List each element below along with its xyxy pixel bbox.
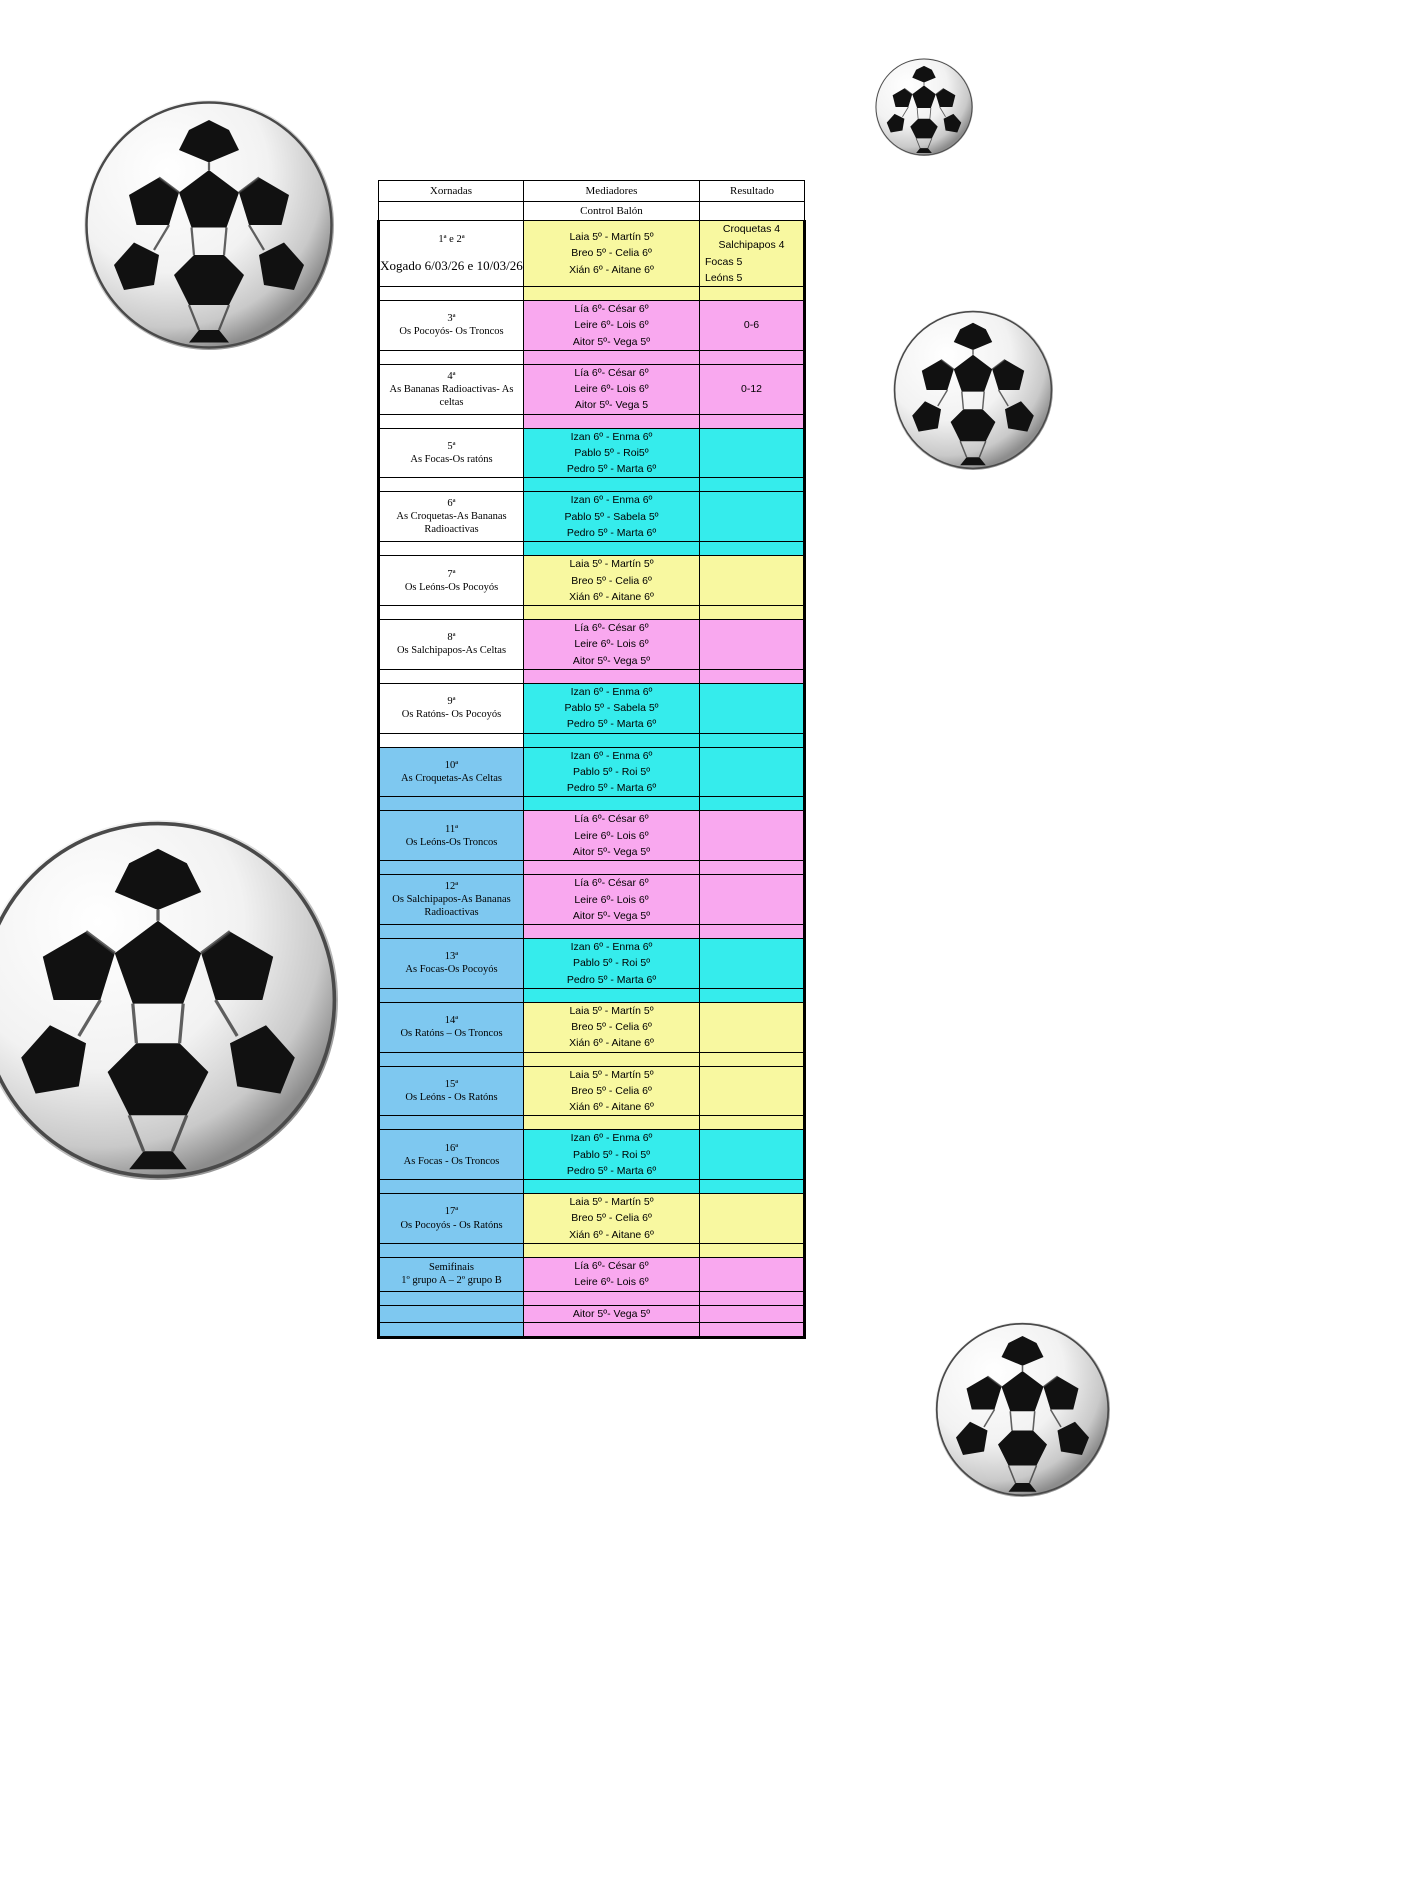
table-row <box>379 875 805 925</box>
round-cell <box>379 301 524 351</box>
round-cell <box>379 620 524 670</box>
mediator-pair: Izan 6º - Enma 6º <box>570 685 653 698</box>
separator-left <box>379 606 524 620</box>
separator-left <box>379 797 524 811</box>
round-number: 16ª <box>444 1142 459 1154</box>
result-cell <box>700 939 805 989</box>
soccer-ball-middle-right <box>893 310 1053 470</box>
row-separator <box>379 988 805 1002</box>
match-label: Os Leóns - Os Ratóns <box>405 1092 498 1104</box>
round-number: 5ª <box>447 440 456 452</box>
match-label: Os Salchipapos-As Celtas <box>396 645 507 657</box>
row-separator <box>379 542 805 556</box>
round-cell <box>379 1130 524 1180</box>
separator-middle <box>524 1052 700 1066</box>
separator-right <box>700 287 805 301</box>
row-separator <box>379 1244 805 1258</box>
subheader-blank-left <box>379 202 524 221</box>
table-row <box>379 683 805 733</box>
mediators-cell <box>524 364 700 414</box>
table-row <box>379 1194 805 1244</box>
match-label: 1º grupo A – 2º grupo B <box>401 1275 502 1287</box>
mediators-cell <box>524 492 700 542</box>
mediators-cell <box>524 1258 700 1292</box>
mediators-cell <box>524 875 700 925</box>
result-cell <box>700 301 805 351</box>
mediator-pair: Aitor 5º- Vega 5º <box>572 335 651 348</box>
mediators-cell <box>524 1305 700 1322</box>
table-row <box>379 301 805 351</box>
round-cell <box>379 747 524 797</box>
separator-left <box>379 542 524 556</box>
result-cell <box>700 428 805 478</box>
separator-middle <box>524 542 700 556</box>
round-number: 10ª <box>444 759 459 771</box>
result-value: 0-12 <box>740 383 762 396</box>
round-cell <box>379 428 524 478</box>
mediator-pair: Xián 6º - Aitane 6º <box>569 1101 654 1114</box>
separator-right <box>700 733 805 747</box>
row-separator <box>379 1116 805 1130</box>
separator-right <box>700 1291 805 1305</box>
round-cell <box>379 556 524 606</box>
mediators-cell <box>524 1002 700 1052</box>
table-row <box>379 747 805 797</box>
separator-right <box>700 925 805 939</box>
match-label: As Bananas Radioactivas- As celtas <box>389 383 514 408</box>
table-row <box>379 1002 805 1052</box>
separator-right <box>700 478 805 492</box>
row-separator <box>379 925 805 939</box>
mediator-pair: Laia 5º - Martín 5º <box>569 231 654 244</box>
separator-left <box>379 1116 524 1130</box>
mediator-pair: Laia 5º - Martín 5º <box>569 558 654 571</box>
mediator-pair: Xián 6º - Aitane 6º <box>569 590 654 603</box>
mediator-pair: Lía 6º- César 6º <box>574 813 649 826</box>
result-cell <box>700 683 805 733</box>
mediator-pair: Izan 6º - Enma 6º <box>570 494 653 507</box>
round-cell <box>379 683 524 733</box>
result-cell <box>700 1258 805 1292</box>
mediator-pair: Pablo 5º - Roi 5º <box>572 957 651 970</box>
result-cell <box>700 1130 805 1180</box>
mediator-pair: Izan 6º - Enma 6º <box>570 430 653 443</box>
separator-right <box>700 1322 805 1337</box>
mediator-pair: Aitor 5º- Vega 5º <box>572 1307 651 1320</box>
mediators-cell <box>524 428 700 478</box>
result-value: Croquetas 4 <box>722 223 781 235</box>
mediators-cell <box>524 221 700 287</box>
round-cell <box>379 875 524 925</box>
result-cell <box>700 811 805 861</box>
table-row <box>379 1130 805 1180</box>
table-row <box>379 428 805 478</box>
mediator-pair: Breo 5º - Celia 6º <box>571 1084 652 1097</box>
separator-middle <box>524 606 700 620</box>
result-value: Leóns 5 <box>705 271 743 284</box>
mediator-pair: Izan 6º - Enma 6º <box>570 749 653 762</box>
row-separator <box>379 797 805 811</box>
table-body <box>379 221 805 1338</box>
mediator-pair: Laia 5º - Martín 5º <box>569 1068 654 1081</box>
mediator-pair: Pedro 5º - Marta 6º <box>566 526 657 539</box>
separator-left <box>379 1322 524 1337</box>
round-number: 8ª <box>447 632 456 644</box>
separator-left <box>379 478 524 492</box>
separator-left <box>379 414 524 428</box>
row-separator <box>379 861 805 875</box>
separator-left <box>379 350 524 364</box>
table-row <box>379 221 805 287</box>
round-number: 3ª <box>447 313 456 325</box>
table-row <box>379 1066 805 1116</box>
mediator-pair: Aitor 5º- Vega 5º <box>572 909 651 922</box>
separator-right <box>700 606 805 620</box>
mediator-pair: Pablo 5º - Sabela 5º <box>564 702 659 715</box>
match-label: Os Pocoyós- Os Troncos <box>399 326 504 338</box>
row-separator <box>379 1052 805 1066</box>
round-number: Semifinais <box>429 1262 474 1274</box>
row-separator <box>379 478 805 492</box>
mediator-pair: Breo 5º - Celia 6º <box>571 1212 652 1225</box>
soccer-ball-top-right <box>875 58 973 156</box>
mediator-pair: Xián 6º - Aitane 6º <box>569 1228 654 1241</box>
round-number: 4ª <box>447 370 456 382</box>
separator-right <box>700 1116 805 1130</box>
table-subheader-row <box>379 202 805 221</box>
result-value: Focas 5 <box>705 255 743 268</box>
mediators-cell <box>524 683 700 733</box>
round-number: 14ª <box>444 1015 459 1027</box>
table-row <box>379 492 805 542</box>
match-label: As Focas-Os Pocoyós <box>405 964 498 976</box>
mediator-pair: Pedro 5º - Marta 6º <box>566 782 657 795</box>
separator-middle <box>524 733 700 747</box>
match-label: As Focas - Os Troncos <box>403 1155 500 1167</box>
mediator-pair: Leire 6º- Lois 6º <box>574 638 649 651</box>
soccer-ball-bottom-right <box>935 1322 1110 1497</box>
separator-left <box>379 733 524 747</box>
separator-middle <box>524 797 700 811</box>
round-number: 7ª <box>447 568 456 580</box>
round-cell <box>379 364 524 414</box>
row-separator <box>379 414 805 428</box>
result-cell <box>700 1305 805 1322</box>
separator-right <box>700 414 805 428</box>
match-label: Os Pocoyós - Os Ratóns <box>400 1219 503 1231</box>
table-header <box>379 181 805 221</box>
round-cell <box>379 1258 524 1292</box>
separator-middle <box>524 350 700 364</box>
separator-right <box>700 797 805 811</box>
mediator-pair: Breo 5º - Celia 6º <box>571 1021 652 1034</box>
separator-left <box>379 1291 524 1305</box>
mediator-pair: Leire 6º- Lois 6º <box>574 893 649 906</box>
table-row <box>379 939 805 989</box>
separator-left <box>379 925 524 939</box>
mediator-pair: Lía 6º- César 6º <box>574 366 649 379</box>
column-header-resultado: Resultado <box>700 181 805 202</box>
mediator-pair: Xián 6º - Aitane 6º <box>569 1037 654 1050</box>
mediator-pair: Laia 5º - Martín 5º <box>569 1004 654 1017</box>
separator-right <box>700 988 805 1002</box>
table-row <box>379 811 805 861</box>
separator-right <box>700 1244 805 1258</box>
separator-left <box>379 287 524 301</box>
round-number: 12ª <box>444 880 459 892</box>
mediators-cell <box>524 811 700 861</box>
separator-middle <box>524 925 700 939</box>
mediator-pair: Pablo 5º - Roi5º <box>574 446 649 459</box>
mediator-pair: Leire 6º- Lois 6º <box>574 829 649 842</box>
row-separator <box>379 287 805 301</box>
mediators-cell <box>524 747 700 797</box>
mediator-pair: Pedro 5º - Marta 6º <box>566 463 657 476</box>
result-cell <box>700 1194 805 1244</box>
mediator-pair: Aitor 5º- Vega 5 <box>574 399 649 412</box>
table-header-row <box>379 181 805 202</box>
soccer-ball-bottom-left <box>0 820 338 1180</box>
separator-right <box>700 669 805 683</box>
mediator-pair: Pablo 5º - Sabela 5º <box>564 510 659 523</box>
mediator-pair: Lía 6º- César 6º <box>574 622 649 635</box>
separator-middle <box>524 1322 700 1337</box>
round-cell <box>379 1194 524 1244</box>
round-number: 6ª <box>447 498 456 510</box>
mediator-pair: Aitor 5º- Vega 5º <box>572 845 651 858</box>
row-separator <box>379 733 805 747</box>
separator-right <box>700 861 805 875</box>
mediator-pair: Lía 6º- César 6º <box>574 303 649 316</box>
separator-middle <box>524 1180 700 1194</box>
table-row <box>379 556 805 606</box>
mediators-cell <box>524 620 700 670</box>
match-label: Xogado 6/03/26 e 10/03/26 <box>380 257 523 273</box>
mediators-cell <box>524 301 700 351</box>
subheader-control-balon: Control Balón <box>524 202 700 221</box>
row-separator <box>379 1291 805 1305</box>
mediator-pair: Leire 6º- Lois 6º <box>574 1276 649 1289</box>
result-cell <box>700 556 805 606</box>
result-value: 0-6 <box>743 319 760 332</box>
match-label: Os Ratóns – Os Troncos <box>400 1028 503 1040</box>
match-label: As Croquetas-As Celtas <box>401 773 502 785</box>
separator-middle <box>524 1244 700 1258</box>
result-cell <box>700 492 805 542</box>
column-header-mediadores: Mediadores <box>524 181 700 202</box>
round-number: 9ª <box>447 696 456 708</box>
separator-middle <box>524 478 700 492</box>
round-cell <box>379 1066 524 1116</box>
separator-left <box>379 1052 524 1066</box>
mediator-pair: Izan 6º - Enma 6º <box>570 941 653 954</box>
mediator-pair: Lía 6º- César 6º <box>574 1260 649 1273</box>
separator-right <box>700 542 805 556</box>
round-cell <box>379 221 524 287</box>
mediator-pair: Pablo 5º - Roi 5º <box>572 765 651 778</box>
round-cell <box>379 492 524 542</box>
subheader-blank-right <box>700 202 805 221</box>
mediators-cell <box>524 939 700 989</box>
result-cell <box>700 620 805 670</box>
separator-middle <box>524 988 700 1002</box>
separator-middle <box>524 1291 700 1305</box>
mediator-pair: Xián 6º - Aitane 6º <box>569 263 654 276</box>
row-separator <box>379 1180 805 1194</box>
mediators-schedule-table <box>377 180 806 1339</box>
row-separator <box>379 350 805 364</box>
match-label: As Croquetas-As Bananas Radioactivas <box>396 511 507 536</box>
round-number: 13ª <box>444 951 459 963</box>
round-cell <box>379 939 524 989</box>
separator-right <box>700 1180 805 1194</box>
round-number: 1ª e 2ª <box>438 233 465 245</box>
separator-left <box>379 669 524 683</box>
mediator-pair: Lía 6º- César 6º <box>574 877 649 890</box>
separator-left <box>379 1180 524 1194</box>
result-cell <box>700 221 805 287</box>
separator-left <box>379 988 524 1002</box>
mediator-pair: Aitor 5º- Vega 5º <box>572 654 651 667</box>
result-cell <box>700 875 805 925</box>
mediator-pair: Pablo 5º - Roi 5º <box>572 1148 651 1161</box>
mediators-cell <box>524 1066 700 1116</box>
table-row <box>379 1258 805 1292</box>
row-separator <box>379 606 805 620</box>
round-number: 15ª <box>444 1078 459 1090</box>
result-cell <box>700 1002 805 1052</box>
table-row <box>379 364 805 414</box>
result-cell <box>700 1066 805 1116</box>
mediator-pair: Pedro 5º - Marta 6º <box>566 1164 657 1177</box>
round-cell <box>379 1002 524 1052</box>
match-label: Os Salchipapos-As Bananas Radioactivas <box>392 894 511 919</box>
match-label: As Focas-Os ratóns <box>410 454 493 466</box>
mediator-pair: Laia 5º - Martín 5º <box>569 1196 654 1209</box>
mediator-pair: Pedro 5º - Marta 6º <box>566 973 657 986</box>
mediators-cell <box>524 1194 700 1244</box>
separator-middle <box>524 669 700 683</box>
mediators-cell <box>524 556 700 606</box>
mediators-cell <box>524 1130 700 1180</box>
result-value: Salchipapos 4 <box>718 239 785 252</box>
separator-right <box>700 1052 805 1066</box>
separator-left <box>379 1244 524 1258</box>
mediator-pair: Leire 6º- Lois 6º <box>574 319 649 332</box>
separator-middle <box>524 861 700 875</box>
table-row <box>379 620 805 670</box>
match-label: Os Leóns-Os Pocoyós <box>404 581 499 593</box>
mediator-pair: Breo 5º - Celia 6º <box>571 574 652 587</box>
result-cell <box>700 747 805 797</box>
separator-middle <box>524 414 700 428</box>
soccer-ball-top-left <box>84 100 334 350</box>
round-cell <box>379 811 524 861</box>
mediator-pair: Pedro 5º - Marta 6º <box>566 718 657 731</box>
separator-middle <box>524 1116 700 1130</box>
column-header-xornadas: Xornadas <box>379 181 524 202</box>
mediator-pair: Izan 6º - Enma 6º <box>570 1132 653 1145</box>
separator-right <box>700 350 805 364</box>
result-cell <box>700 364 805 414</box>
separator-middle <box>524 287 700 301</box>
round-number: 11ª <box>444 823 458 835</box>
match-label: Os Ratóns- Os Pocoyós <box>401 709 502 721</box>
separator-left <box>379 861 524 875</box>
match-label: Os Leóns-Os Troncos <box>405 836 498 848</box>
table-row <box>379 1305 805 1322</box>
round-cell <box>379 1305 524 1322</box>
mediator-pair: Breo 5º - Celia 6º <box>571 247 652 260</box>
row-separator <box>379 669 805 683</box>
round-number: 17ª <box>444 1206 459 1218</box>
mediator-pair: Leire 6º- Lois 6º <box>574 383 649 396</box>
row-separator <box>379 1322 805 1337</box>
